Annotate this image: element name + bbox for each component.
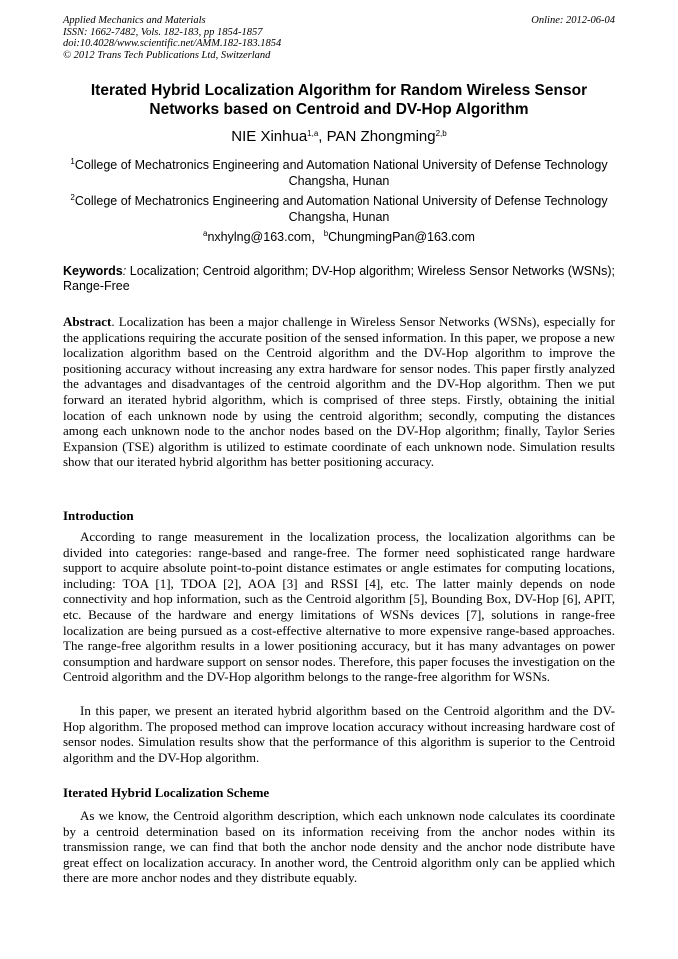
author-separator: , bbox=[318, 128, 327, 145]
paper-title bbox=[70, 81, 608, 119]
journal-header bbox=[63, 15, 615, 61]
author-list bbox=[63, 127, 615, 147]
keywords-text: Localization; Centroid algorithm; DV-Hop algorithm; Wireless Sensor Networks (WSNs); Range-Free bbox=[63, 264, 615, 293]
affiliation-2-superscript: 2 bbox=[70, 193, 75, 202]
journal-name: Applied Mechanics and Materials bbox=[63, 15, 206, 26]
introduction-paragraph-2: In this paper, we present an iterated hybrid algorithm based on the Centroid algorithm and the DV-Hop algorithm. The proposed method can improve location accuracy without increasing hardware cost of sensor nodes. Simulation results show that the performance of this algorithm is superior to the Centroid algorithm and the DV-Hop algorithm. bbox=[63, 703, 615, 765]
author-2-superscript: 2,b bbox=[435, 129, 447, 138]
email-a[interactable]: nxhylng@163.com bbox=[207, 230, 312, 244]
email-b-superscript: b bbox=[323, 229, 329, 238]
affiliation-1-line-2: Changsha, Hunan bbox=[288, 174, 390, 188]
author-1-name: NIE Xinhua bbox=[231, 128, 308, 145]
scheme-heading: Iterated Hybrid Localization Scheme bbox=[63, 785, 270, 800]
title-line-2: Networks based on Centroid and DV-Hop Algorithm bbox=[149, 101, 529, 118]
affiliation-2 bbox=[63, 193, 615, 225]
doi-line: doi:10.4028/www.scientific.net/AMM.182-183.1854 bbox=[63, 38, 282, 49]
copyright-line: © 2012 Trans Tech Publications Ltd, Switzerland bbox=[63, 49, 271, 61]
abstract-label: Abstract bbox=[63, 314, 112, 329]
author-emails bbox=[63, 229, 615, 245]
keywords-label: Keywords bbox=[63, 264, 123, 278]
email-separator: ， bbox=[311, 230, 324, 244]
email-a-superscript: a bbox=[203, 229, 208, 238]
title-line-1: Iterated Hybrid Localization Algorithm for Random Wireless Sensor bbox=[90, 82, 588, 99]
scheme-paragraph-1: As we know, the Centroid algorithm description, which each unknown node calculates its coordinate by a centroid determination based on its information receiving from the anchor nodes within its transmission range, we can find that both the anchor node density and the anchor node distribute have great effect on localization accuracy. In another word, the Centroid algorithm only can be applied which there are more anchor nodes and they distribute equably. bbox=[63, 808, 615, 886]
affiliation-1 bbox=[63, 157, 615, 189]
keywords-colon: : bbox=[122, 264, 127, 278]
introduction-paragraph-1: According to range measurement in the localization process, the localization algorithms can be divided into categories: range-based and range-free. The former need sophisticated range hardware support to acquire absolute point-to-point distance estimates or angle estimates for computing locations, including: TOA [1], TDOA [2], AOA [3] and RSSI [4], etc. The latter mainly depends on node connectivity and hop information, such as the Centroid algorithm [5], Bounding Box, DV-Hop [6], APIT, etc. Because of the hardware and energy limitations of WSNs devices [7], solutions in range-free localization are being pursued as a cost-effective alternative to more expensive range-based approaches. The range-free algorithm results in a lower positioning accuracy, but it has many advantages on power consumption and hardware support on sensor nodes. Therefore, this paper focuses the investigation on the Centroid algorithm and the DV-Hop algorithm belongs to the range-free algorithm for WSNs. bbox=[63, 529, 615, 685]
affiliation-2-line-2: Changsha, Hunan bbox=[288, 210, 390, 224]
email-b[interactable]: ChungmingPan@163.com bbox=[328, 230, 475, 244]
keywords-block bbox=[63, 264, 615, 294]
introduction-heading: Introduction bbox=[63, 508, 134, 523]
affiliation-2-line-1: College of Mechatronics Engineering and Automation National University of Defense Technology bbox=[74, 194, 608, 208]
affiliation-1-superscript: 1 bbox=[70, 157, 75, 166]
abstract-text: . Localization has been a major challenge in Wireless Sensor Networks (WSNs), especially for the applications requiring the accurate position of the sensed information. In this paper, we propose a new localization algorithm based on the Centroid algorithm and the DV-Hop algorithm to improve the positioning accuracy without increasing any extra hardware for sensor nodes. This paper firstly analyzed the advantages and disadvantages of the centroid algorithm and the DV-Hop algorithm. Then we put forward an iterated hybrid algorithm, which is comprised of three steps. Firstly, obtaining the initial location of each unknown node by using the centroid algorithm; secondly, computing the distances among each unknown node to the anchor nodes based on the DV-Hop algorithm; finally, Taylor Series Expansion (TSE) algorithm is utilized to estimate coordinate of each unknown node. Simulation results show that our iterated hybrid algorithm has better positioning accuracy. bbox=[63, 314, 615, 470]
issn-line: ISSN: 1662-7482, Vols. 182-183, pp 1854-1857 bbox=[63, 26, 263, 38]
author-1-superscript: 1,a bbox=[307, 129, 319, 138]
author-2-name: PAN Zhongming bbox=[326, 128, 436, 145]
affiliation-1-line-1: College of Mechatronics Engineering and Automation National University of Defense Technology bbox=[74, 158, 608, 172]
abstract-block bbox=[63, 314, 615, 470]
online-date: Online: 2012-06-04 bbox=[531, 15, 615, 26]
